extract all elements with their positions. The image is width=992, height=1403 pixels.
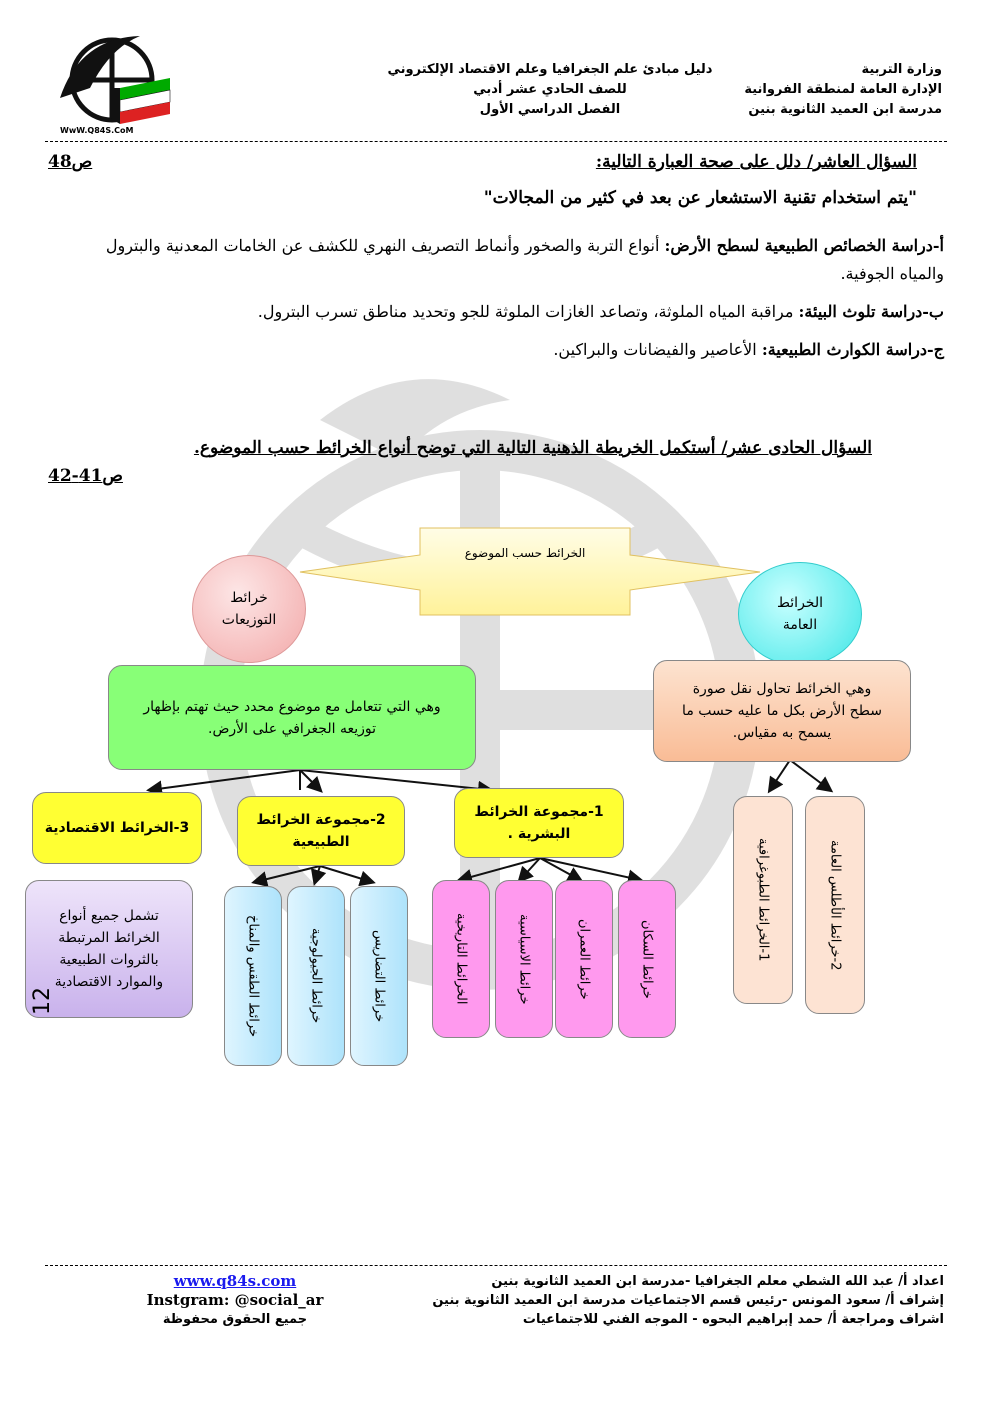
- leaf-historical: [432, 880, 490, 1038]
- leaf-geological: [287, 886, 345, 1066]
- leaf-relief: [350, 886, 408, 1066]
- leaf-population: [618, 880, 676, 1038]
- instagram-handle: Instgram: @social_ar: [146, 1291, 324, 1309]
- side-page-number: 12: [30, 987, 55, 1015]
- header-line: الفصل الدراسي الأول: [479, 102, 621, 117]
- leaf-label: خرائط الجيولوجية: [308, 928, 324, 1024]
- distribution-maps-circle: خرائط التوزيعات: [192, 555, 306, 663]
- leaf-weather-climate: [224, 886, 282, 1066]
- footer-divider: [45, 1265, 947, 1266]
- footer-line: اشراف ومراجعة أ/ حمد إبراهيم البحوه - الموجه الفني للاجتماعيات: [522, 1312, 944, 1327]
- human-maps-group: 1-مجموعة الخرائط البشرية .: [454, 788, 624, 858]
- q11-page-ref: ص41-42: [48, 466, 123, 486]
- header-line: للصف الحادي عشر أدبي: [473, 82, 627, 97]
- distribution-definition: وهي التي تتعامل مع موضوع محدد حيث تهتم بإظهار توزيعه الجغرافي على الأرض.: [108, 665, 476, 770]
- rights-text: جميع الحقوق محفوظة: [162, 1312, 308, 1327]
- leaf-label: خرائط الطقس والمناخ: [245, 914, 261, 1038]
- item-text: الأعاصير والفيضانات والبراكين.: [553, 340, 762, 359]
- general-definition: وهي الخرائط تحاول نقل صورة سطح الأرض بكل ما عليه حسب ما يسمح به مقياس.: [653, 660, 911, 762]
- economic-maps-group: 3-الخرائط الاقتصادية: [32, 792, 202, 864]
- footer-line: اعداد أ/ عبد الله الشطي معلم الجغرافيا -مدرسة ابن العميد الثانوية بنين: [491, 1274, 944, 1289]
- leaf-topographic: [733, 796, 793, 1004]
- header-line: مدرسة ابن العميد الثانوية بنين: [748, 102, 942, 117]
- leaf-label: خرائط العمران: [576, 918, 592, 1000]
- leaf-label: خرائط الاسياسية: [516, 913, 532, 1005]
- q11-title: السؤال الحادى عشر/ أستكمل الخريطة الذهنية التالية التي توضح أنواع الخرائط حسب الموضوع.: [193, 438, 872, 458]
- leaf-urban: [555, 880, 613, 1038]
- item-text: مراقبة المياه الملوثة، وتصاعد الغازات الملوثة للجو وتحديد مناطق تسرب البترول.: [257, 302, 799, 321]
- general-maps-circle: الخرائط العامة: [738, 562, 862, 666]
- item-label: ب-دراسة تلوث البيئة:: [798, 302, 944, 321]
- item-label: ج-دراسة الكوارث الطبيعية:: [761, 340, 944, 359]
- item-label: أ-دراسة الخصائص الطبيعية لسطح الأرض:: [664, 236, 944, 255]
- leaf-political: [495, 880, 553, 1038]
- economic-maps-note: تشمل جميع أنواع الخرائط المرتبطة بالثروات الطبيعية والموارد الاقتصادية: [25, 880, 193, 1018]
- item-text: أنواع التربة والصخور وأنماط التصريف النهري للكشف عن الخامات المعدنية والبترول والمياه الجوفية.: [105, 236, 944, 283]
- header-line: وزارة التربية: [861, 62, 942, 77]
- leaf-label: خرائط السكان: [639, 919, 655, 999]
- footer-line: إشراف أ/ سعود المونس -رئيس قسم الاجتماعيات مدرسة ابن العميد الثانوية بنين: [432, 1293, 944, 1308]
- leaf-general-atlas: [805, 796, 865, 1014]
- leaf-label: 1-الخرائط الطبوغرافية: [755, 838, 771, 962]
- leaf-label: خرائط التضاريس: [371, 929, 387, 1023]
- mindmap-root: الخرائط حسب الموضوع: [464, 546, 586, 560]
- q10-page-ref: ص48: [48, 152, 93, 172]
- website-link[interactable]: www.q84s.com: [173, 1272, 297, 1290]
- footer-credits: [432, 1272, 944, 1329]
- leaf-label: 2-خرائط الأطلس العامة: [827, 839, 843, 971]
- footer-contact: [120, 1272, 350, 1329]
- natural-maps-group: 2-مجموعة الخرائط الطبيعية: [237, 796, 405, 866]
- q10-title: السؤال العاشر/ دلل على صحة العبارة التالية:: [595, 152, 917, 172]
- header-line: دليل مبادئ علم الجغرافيا وعلم الاقتصاد الإلكتروني: [387, 62, 713, 77]
- logo-url: WwW.Q84S.CoM: [60, 126, 134, 135]
- q10-statement: "يتم استخدام تقنية الاستشعار عن بعد في كثير من المجالات": [483, 188, 917, 208]
- header-line: الإدارة العامة لمنطقة الفروانية: [744, 82, 942, 97]
- leaf-label: الخرائط التاريخية: [453, 913, 469, 1005]
